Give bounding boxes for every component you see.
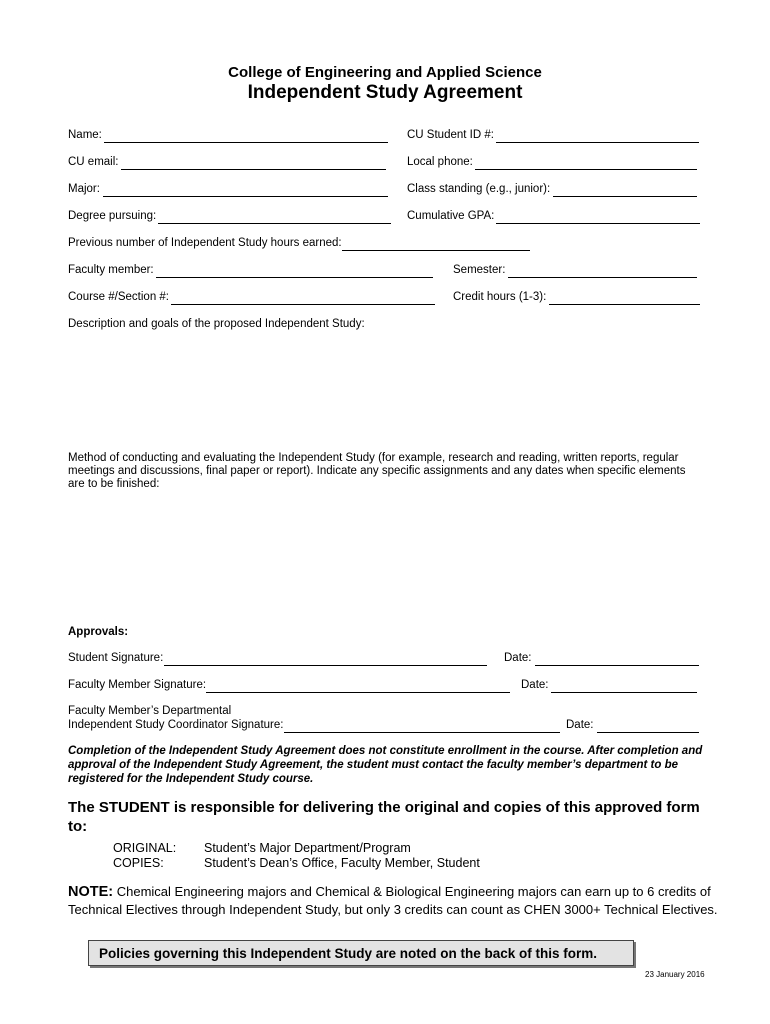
- class-standing-field[interactable]: [553, 196, 697, 197]
- policy-notice-box: Policies governing this Independent Study are noted on the back of this form.: [88, 940, 634, 966]
- dept-coordinator-label-line2: Independent Study Coordinator Signature:: [68, 719, 284, 731]
- degree-pursuing-field[interactable]: [158, 223, 391, 224]
- credit-hours-label: Credit hours (1-3):: [453, 291, 547, 303]
- chen-note: [68, 883, 718, 918]
- description-label: Description and goals of the proposed Independent Study:: [68, 318, 365, 330]
- college-name: College of Engineering and Applied Science: [228, 64, 542, 81]
- semester-field[interactable]: [508, 277, 697, 278]
- course-section-label: Course #/Section #:: [68, 291, 170, 303]
- dept-coordinator-label-line1: Faculty Member’s Departmental: [68, 705, 232, 717]
- coordinator-date-label: Date:: [566, 719, 594, 731]
- copies-value: Student’s Dean’s Office, Faculty Member, Student: [204, 856, 480, 870]
- note-label: NOTE:: [68, 884, 114, 900]
- cu-email-field[interactable]: [121, 169, 386, 170]
- student-date-field[interactable]: [535, 665, 699, 666]
- previous-hours-label: Previous number of Independent Study hours earned:: [68, 237, 342, 249]
- approvals-heading: Approvals:: [68, 626, 129, 638]
- faculty-signature-field[interactable]: [206, 692, 510, 693]
- class-standing-label: Class standing (e.g., junior):: [407, 183, 551, 195]
- faculty-signature-label: Faculty Member Signature:: [68, 679, 207, 691]
- previous-hours-field[interactable]: [342, 250, 530, 251]
- cu-student-id-label: CU Student ID #:: [407, 129, 494, 141]
- local-phone-field[interactable]: [475, 169, 697, 170]
- responsibility-heading: The STUDENT is responsible for delivering the original and copies of this approved form to:: [68, 799, 700, 835]
- method-label: Method of conducting and evaluating the Independent Study (for example, research and reading, written reports, regular meetings and discussions, final paper or report). Indicate any specific assignments and any dates when specific elements are to be finished:: [68, 452, 686, 490]
- copies-label: COPIES:: [113, 856, 164, 870]
- faculty-member-field[interactable]: [156, 277, 433, 278]
- semester-label: Semester:: [453, 264, 506, 276]
- student-signature-field[interactable]: [164, 665, 487, 666]
- cumulative-gpa-label: Cumulative GPA:: [407, 210, 495, 222]
- credit-hours-field[interactable]: [549, 304, 700, 305]
- major-field[interactable]: [103, 196, 388, 197]
- coordinator-date-field[interactable]: [597, 732, 699, 733]
- name-label: Name:: [68, 129, 102, 141]
- name-field[interactable]: [104, 142, 388, 143]
- revision-date: 23 January 2016: [645, 970, 705, 979]
- faculty-member-label: Faculty member:: [68, 264, 154, 276]
- degree-pursuing-label: Degree pursuing:: [68, 210, 157, 222]
- faculty-date-label: Date:: [521, 679, 549, 691]
- cumulative-gpa-field[interactable]: [496, 223, 700, 224]
- major-label: Major:: [68, 183, 100, 195]
- original-value: Student’s Major Department/Program: [204, 841, 411, 855]
- completion-note: Completion of the Independent Study Agreement does not constitute enrollment in the course. After completion and approval of the Independent Study Agreement, the student must contact the faculty member’s department to be registered for the Independent Study course.: [68, 745, 703, 785]
- course-section-field[interactable]: [171, 304, 435, 305]
- original-label: ORIGINAL:: [113, 841, 177, 855]
- cu-student-id-field[interactable]: [496, 142, 699, 143]
- student-signature-label: Student Signature:: [68, 652, 164, 664]
- form-title: Independent Study Agreement: [247, 82, 523, 103]
- student-date-label: Date:: [504, 652, 532, 664]
- faculty-date-field[interactable]: [551, 692, 697, 693]
- dept-coordinator-signature-field[interactable]: [284, 732, 560, 733]
- local-phone-label: Local phone:: [407, 156, 473, 168]
- cu-email-label: CU email:: [68, 156, 119, 168]
- note-text: Chemical Engineering majors and Chemical & Biological Engineering majors can earn up to 6 credits of Technical Electives through Independent Study, but only 3 credits can count as CHEN 3000+ Technical Electives.: [68, 884, 718, 917]
